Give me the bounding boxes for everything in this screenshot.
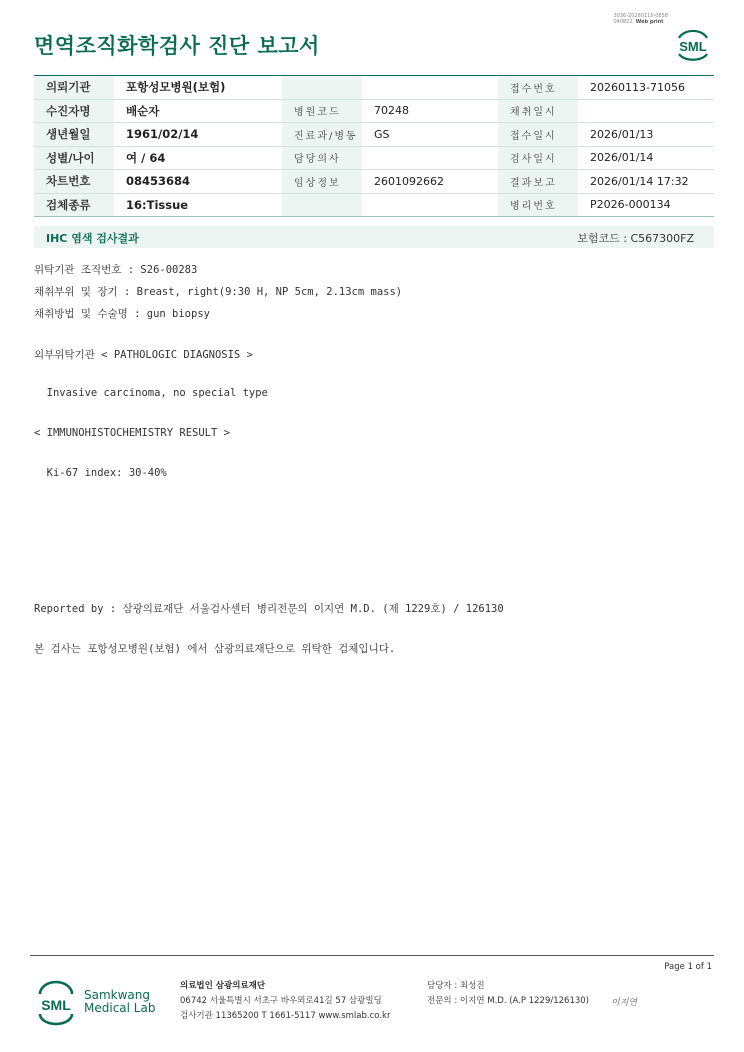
info-row — [34, 123, 714, 147]
report-line: 채취부위 및 장기 : Breast, right(9:30 H, NP 5cm, 2.13cm mass) — [34, 286, 403, 298]
print-code-line2: 040822 — [613, 19, 633, 25]
manager: 담당자 : 최성진 — [427, 981, 485, 991]
staff-info — [427, 979, 589, 1009]
info-label: 생년월일 — [34, 123, 114, 147]
info-label: 병리번호 — [498, 193, 578, 217]
specialist: 전문의 : 이지연 M.D. (A.P 1229/126130) — [427, 996, 589, 1006]
info-value: 16:Tissue — [114, 193, 282, 217]
info-label: 성별/나이 — [34, 146, 114, 170]
ki67-result: Ki-67 index: 30-40% — [34, 467, 167, 479]
svg-text:SML: SML — [679, 39, 707, 54]
info-value: 2026/01/14 — [578, 146, 714, 170]
info-value: P2026-000134 — [578, 193, 714, 217]
info-label: 병원코드 — [282, 99, 362, 123]
footer-divider — [30, 955, 714, 956]
report-line: 채취방법 및 수술명 : gun biopsy — [34, 308, 210, 320]
report-line: 외부위탁기관 < PATHOLOGIC DIAGNOSIS > — [34, 349, 253, 361]
info-label — [282, 193, 362, 217]
org-address: 06742 서울특별시 서초구 바우뫼로41길 57 삼광빌딩 — [180, 996, 382, 1006]
info-row — [34, 193, 714, 217]
svg-text:SML: SML — [41, 997, 71, 1013]
report-line: < IMMUNOHISTOCHEMISTRY RESULT > — [34, 427, 230, 439]
info-label: 의뢰기관 — [34, 76, 114, 100]
info-label: 결과보고 — [498, 170, 578, 194]
info-value: 여 / 64 — [114, 146, 282, 170]
ihc-section-bar — [34, 226, 714, 248]
info-value — [578, 99, 714, 123]
print-id — [613, 13, 668, 25]
info-value: 70248 — [362, 99, 498, 123]
ihc-section-title: IHC 염색 검사결과 — [46, 232, 139, 245]
patient-info-table — [34, 75, 714, 217]
info-label: 검사일시 — [498, 146, 578, 170]
info-label: 채취일시 — [498, 99, 578, 123]
brand-name — [84, 989, 155, 1015]
info-row — [34, 99, 714, 123]
info-value — [362, 76, 498, 100]
info-value — [362, 146, 498, 170]
info-row — [34, 170, 714, 194]
info-row — [34, 146, 714, 170]
consignment-note: 본 검사는 포항성모병원(보험) 에서 삼광의료재단으로 위탁한 검체입니다. — [34, 643, 396, 655]
print-code-line1: 3036-20260115-0858 — [613, 13, 668, 19]
info-value: 2026/01/13 — [578, 123, 714, 147]
info-value: 2026/01/14 17:32 — [578, 170, 714, 194]
info-value: 포항성모병원(보험) — [114, 76, 282, 100]
report-line: 위탁기관 조직번호 : S26-00283 — [34, 264, 198, 276]
info-value: 08453684 — [114, 170, 282, 194]
diagnosis-text: Invasive carcinoma, no special type — [34, 387, 268, 399]
info-label — [282, 76, 362, 100]
info-value — [362, 193, 498, 217]
info-value: 1961/02/14 — [114, 123, 282, 147]
info-value: 배순자 — [114, 99, 282, 123]
info-value: 2601092662 — [362, 170, 498, 194]
sml-logo-icon — [674, 26, 712, 62]
sml-footer-logo-icon — [36, 980, 76, 1026]
web-print-label: Web print — [635, 19, 664, 25]
info-label: 접수번호 — [498, 76, 578, 100]
page-number: Page 1 of 1 — [664, 962, 712, 972]
info-label: 검체종류 — [34, 193, 114, 217]
org-name: 의료법인 삼광의료재단 — [180, 981, 266, 991]
report-title: 면역조직화학검사 진단 보고서 — [34, 34, 320, 58]
info-label: 진료과/병동 — [282, 123, 362, 147]
info-value: GS — [362, 123, 498, 147]
info-row — [34, 76, 714, 100]
info-label: 임상정보 — [282, 170, 362, 194]
insurance-code: 보험코드 : C567300FZ — [577, 232, 694, 245]
info-label: 차트번호 — [34, 170, 114, 194]
org-info — [180, 979, 390, 1024]
info-value: 20260113-71056 — [578, 76, 714, 100]
brand-line1: Samkwang — [84, 988, 150, 1002]
signature: 이지연 — [611, 998, 638, 1008]
info-label: 담당의사 — [282, 146, 362, 170]
reported-by: Reported by : 삼광의료재단 서울검사센터 병리전문의 이지연 M.D. (제 1229호) / 126130 — [34, 603, 504, 615]
brand-line2: Medical Lab — [84, 1001, 156, 1015]
info-label: 접수일시 — [498, 123, 578, 147]
info-label: 수진자명 — [34, 99, 114, 123]
org-contact: 검사기관 11365200 T 1661-5117 www.smlab.co.kr — [180, 1011, 391, 1021]
